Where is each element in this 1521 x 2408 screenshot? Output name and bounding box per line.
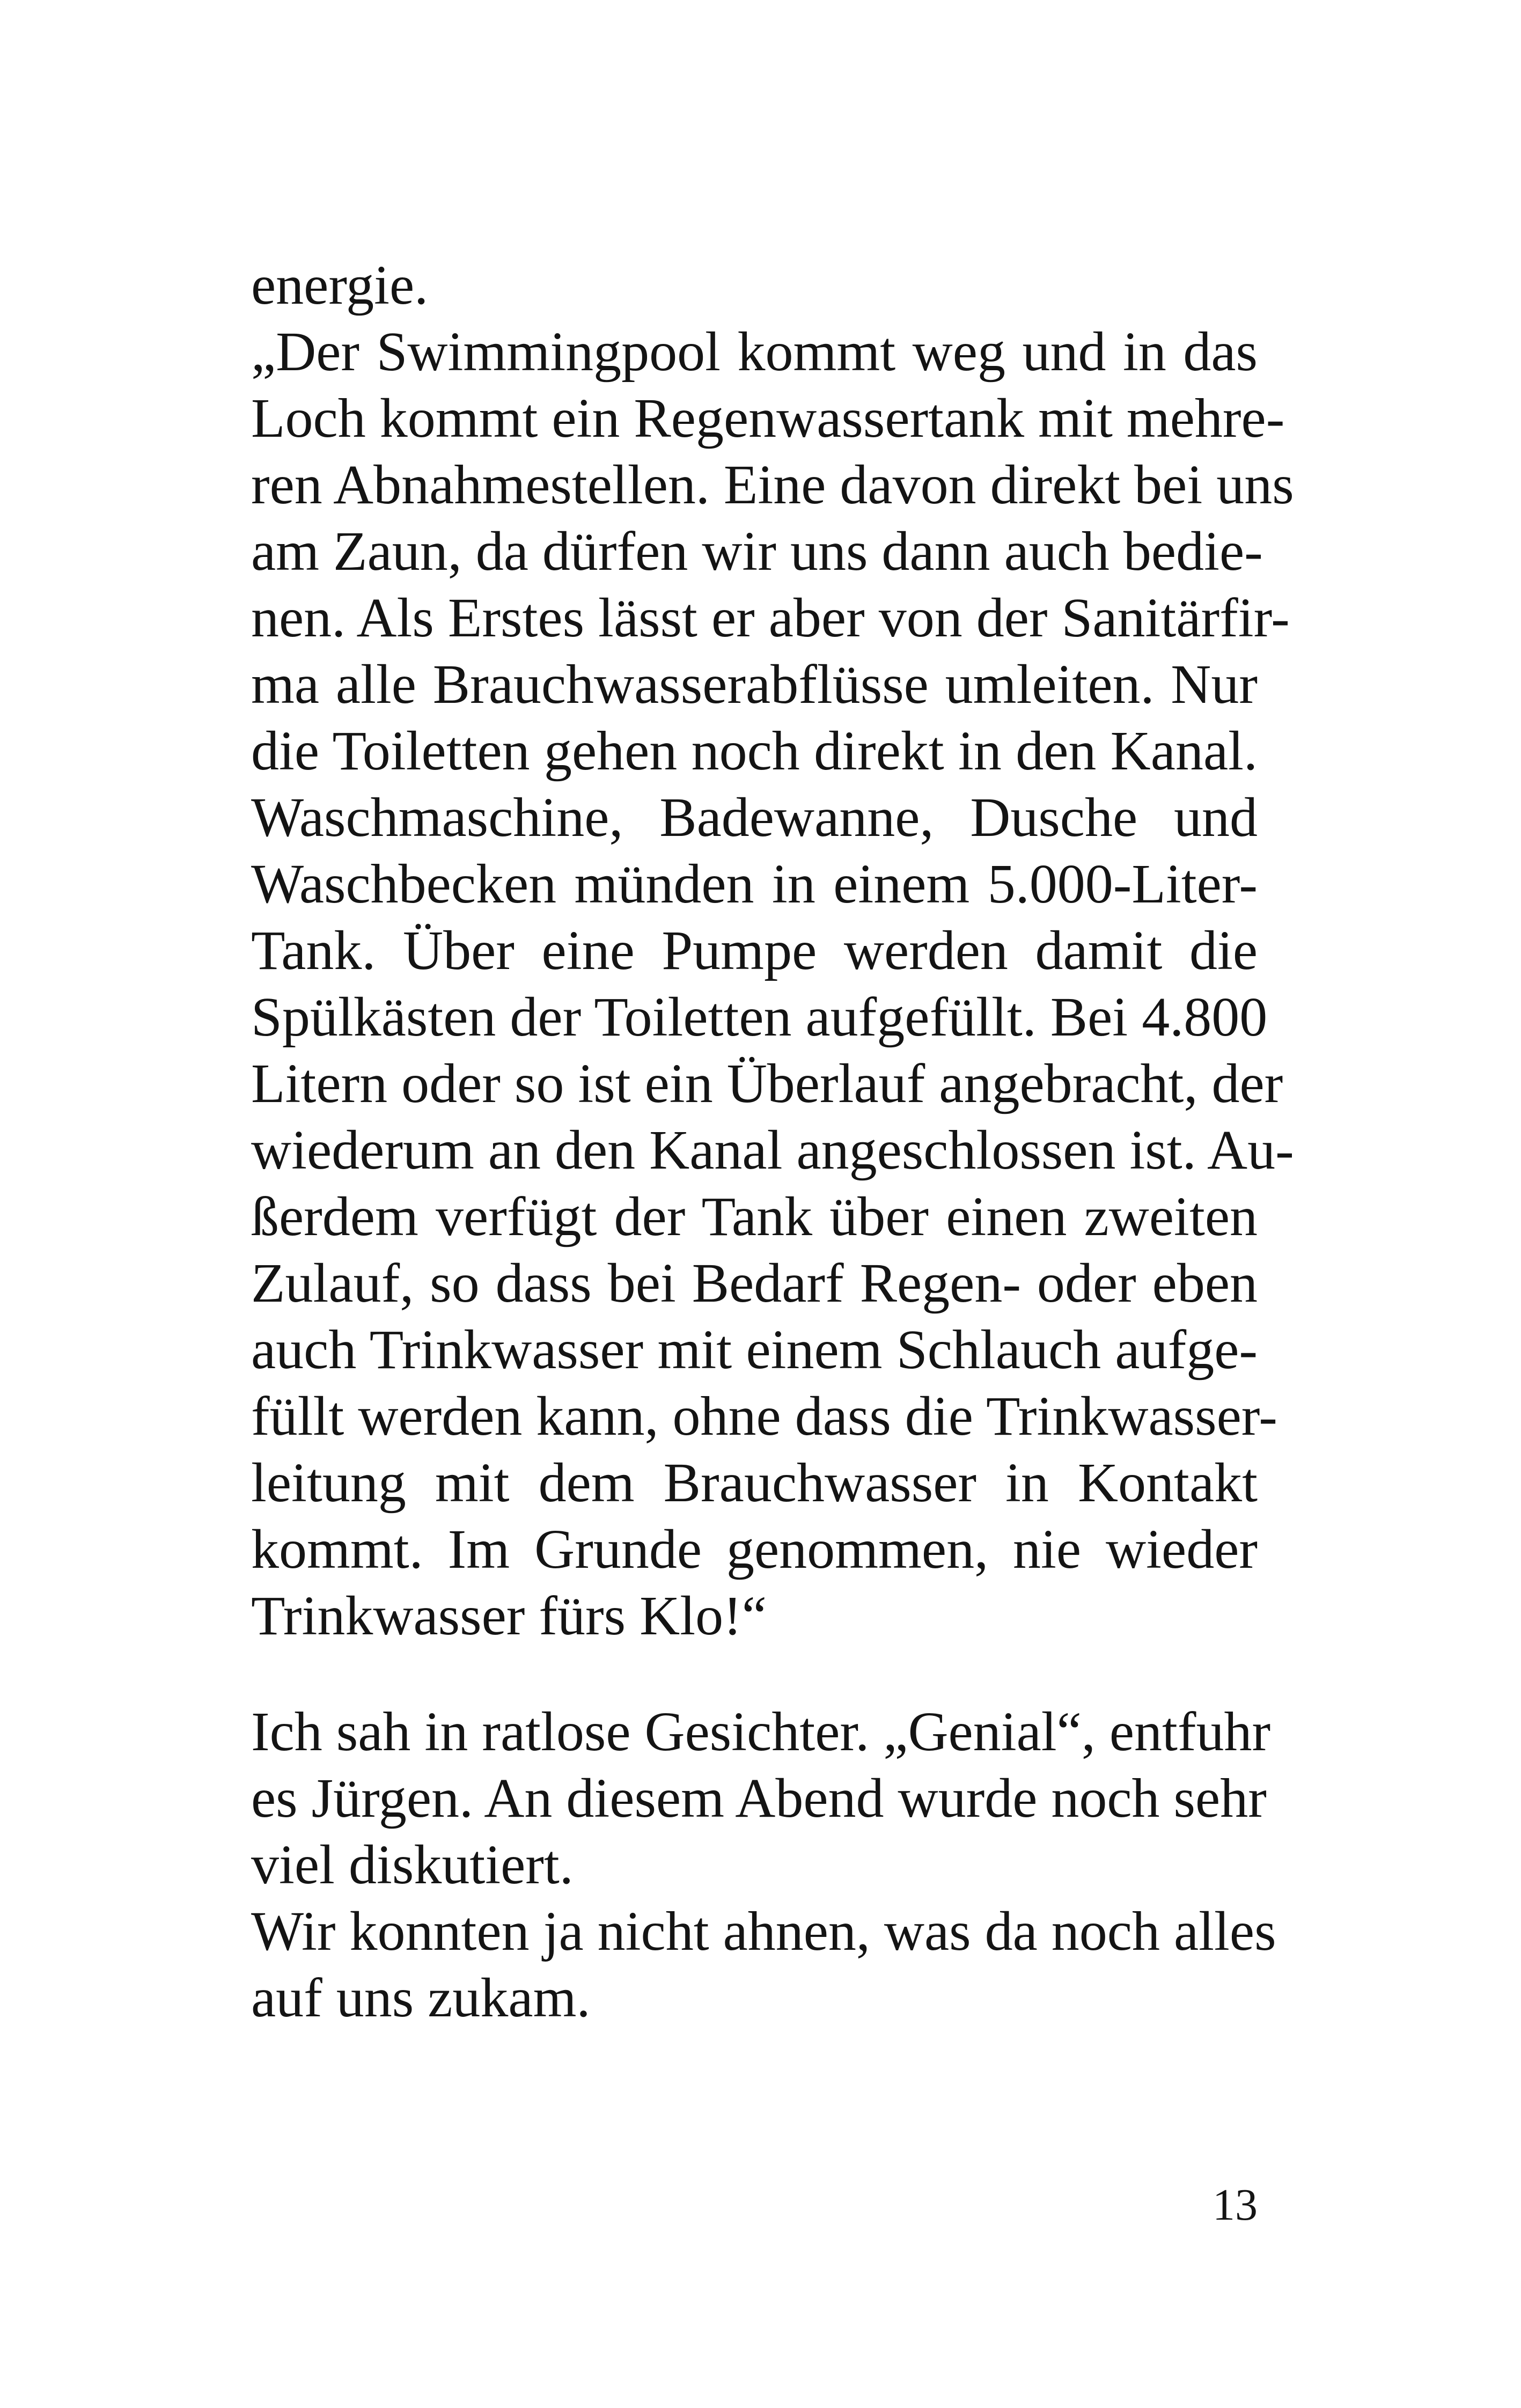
paragraph-main [251, 252, 1294, 1649]
text-line: ma alle Brauchwasserabflüsse umleiten. Nur [251, 654, 1258, 715]
text-line: „Der Swimmingpool kommt weg und in das [251, 321, 1258, 383]
text-line: nen. Als Erstes lässt er aber von der Sanitärfir- [251, 587, 1290, 649]
text-line: es Jürgen. An diesem Abend wurde noch sehr [251, 1767, 1267, 1829]
text-line: ren Abnahmestellen. Eine davon direkt bei uns [251, 454, 1294, 516]
text-line: Wir konnten ja nicht ahnen, was da noch alles [251, 1900, 1276, 1962]
text-line: wiederum an den Kanal angeschlossen ist. Au- [251, 1119, 1294, 1181]
text-line: die Toiletten gehen noch direkt in den Kanal. [251, 720, 1258, 782]
page-number: 13 [1213, 2180, 1258, 2230]
text-line: Waschmaschine, Badewanne, Dusche und [251, 787, 1258, 848]
text-line: leitung mit dem Brauchwasser in Kontakt [251, 1452, 1258, 1514]
text-line: Loch kommt ein Regenwassertank mit mehre- [251, 387, 1285, 449]
text-line: auch Trinkwasser mit einem Schlauch aufge- [251, 1319, 1258, 1381]
text-line: am Zaun, da dürfen wir uns dann auch bedie- [251, 520, 1263, 582]
text-line: füllt werden kann, ohne dass die Trinkwasser- [251, 1385, 1277, 1447]
text-line: Trinkwasser fürs Klo!“ [251, 1585, 767, 1647]
text-line: kommt. Im Grunde genommen, nie wieder [251, 1518, 1258, 1580]
text-line: ßerdem verfügt der Tank über einen zweiten [251, 1186, 1258, 1247]
text-line: auf uns zukam. [251, 1967, 591, 2029]
text-line: Litern oder so ist ein Überlauf angebracht, der [251, 1053, 1283, 1114]
text-line: Tank. Über eine Pumpe werden damit die [251, 920, 1258, 981]
text-line: viel diskutiert. [251, 1834, 574, 1896]
text-line: Spülkästen der Toiletten aufgefüllt. Bei 4.800 [251, 986, 1268, 1048]
paragraph-closing [251, 1699, 1276, 2031]
text-line: energie. [251, 254, 429, 316]
text-line: Ich sah in ratlose Gesichter. „Genial“, entfuhr [251, 1701, 1271, 1763]
text-line: Waschbecken münden in einem 5.000-Liter- [251, 853, 1258, 915]
text-line: Zulauf, so dass bei Bedarf Regen- oder eben [251, 1252, 1258, 1314]
